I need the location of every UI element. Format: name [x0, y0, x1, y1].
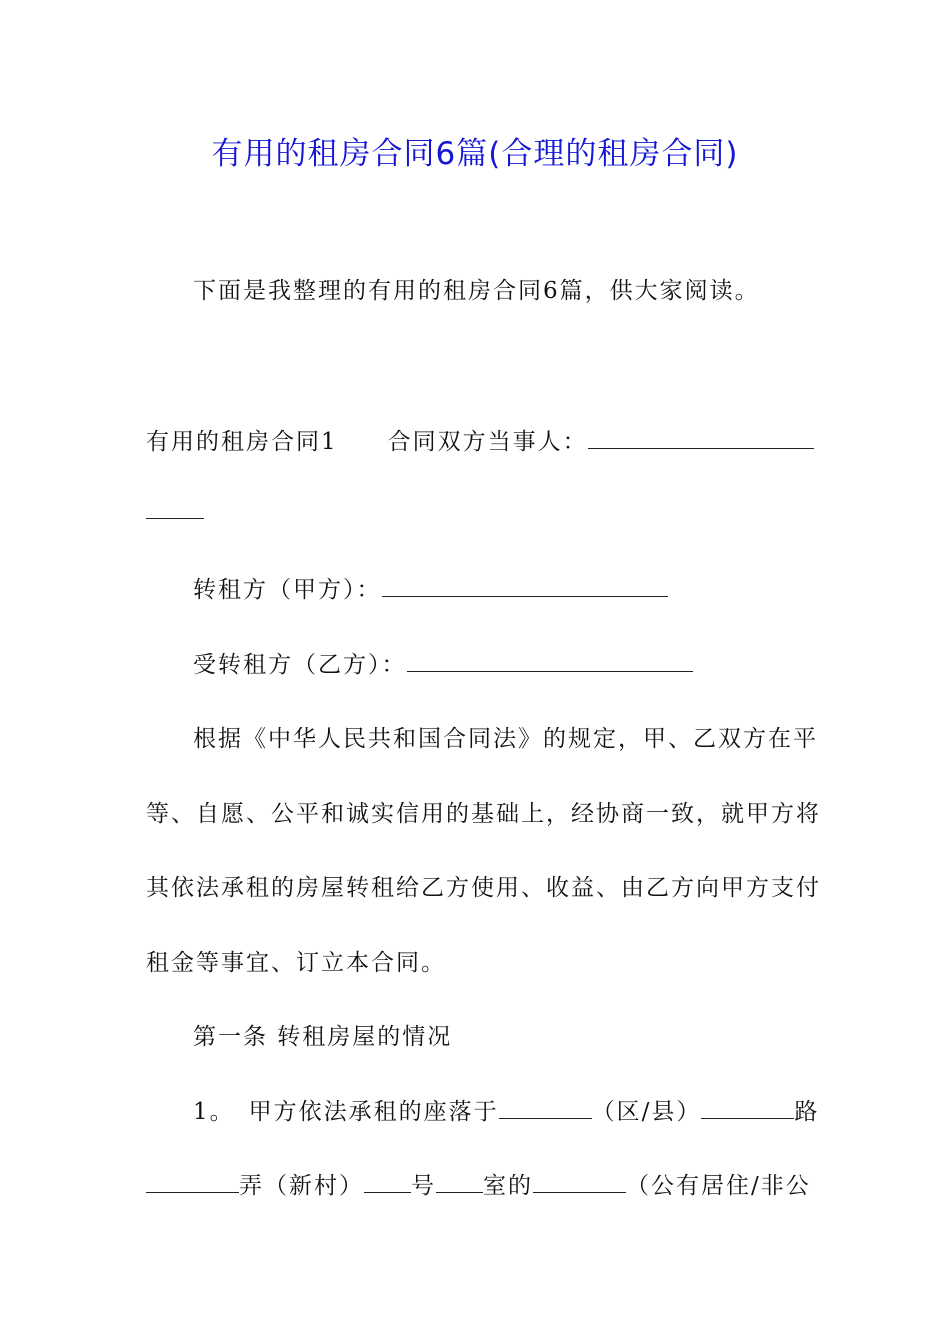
item-1-number: 1。 [193, 1099, 235, 1125]
lane-blank [146, 1172, 239, 1193]
parties-blank-continued [146, 498, 204, 525]
article-1-title: 第一条 转租房屋的情况 [193, 1024, 453, 1050]
item-1-line [193, 1093, 819, 1126]
intro-line: 下面是我整理的有用的租房合同6篇，供大家阅读。 [193, 278, 760, 304]
sublessee-line [193, 646, 693, 679]
sublessor-label: 转租方（甲方）： [193, 577, 382, 603]
parties-blank [588, 428, 814, 449]
paragraph-line: 其依法承租的房屋转租给乙方使用、收益、由乙方向甲方支付 [146, 875, 821, 901]
section-heading: 有用的租房合同1 [146, 429, 338, 455]
sublessee-label: 受转租方（乙方）： [193, 652, 407, 678]
district-blank [499, 1098, 592, 1119]
district-label: （区/县） [591, 1099, 702, 1125]
item-1-line-2 [146, 1167, 811, 1200]
road-label: 路 [794, 1099, 820, 1125]
type-label: （公有居住/非公 [626, 1173, 811, 1199]
sublessor-blank [382, 576, 668, 597]
sublessor-line [193, 571, 668, 604]
room-blank [436, 1172, 483, 1193]
parties-label: 合同双方当事人： [387, 429, 588, 455]
paragraph-line: 根据《中华人民共和国合同法》的规定，甲、乙双方在平 [193, 726, 818, 752]
lane-label: 弄（新村） [239, 1173, 364, 1199]
road-blank [701, 1098, 794, 1119]
number-blank [364, 1172, 411, 1193]
room-label: 室的 [483, 1173, 533, 1199]
section-heading-line [146, 423, 814, 456]
item-1-text: 甲方依法承租的座落于 [248, 1099, 499, 1125]
document-title: 有用的租房合同6篇(合理的租房合同) [211, 136, 739, 172]
paragraph-line: 租金等事宜、订立本合同。 [146, 950, 446, 976]
number-label: 号 [411, 1173, 436, 1199]
type-blank [533, 1172, 626, 1193]
sublessee-blank [407, 651, 693, 672]
paragraph-line: 等、自愿、公平和诚实信用的基础上，经协商一致，就甲方将 [146, 801, 821, 827]
parties-blank-2 [146, 498, 204, 519]
